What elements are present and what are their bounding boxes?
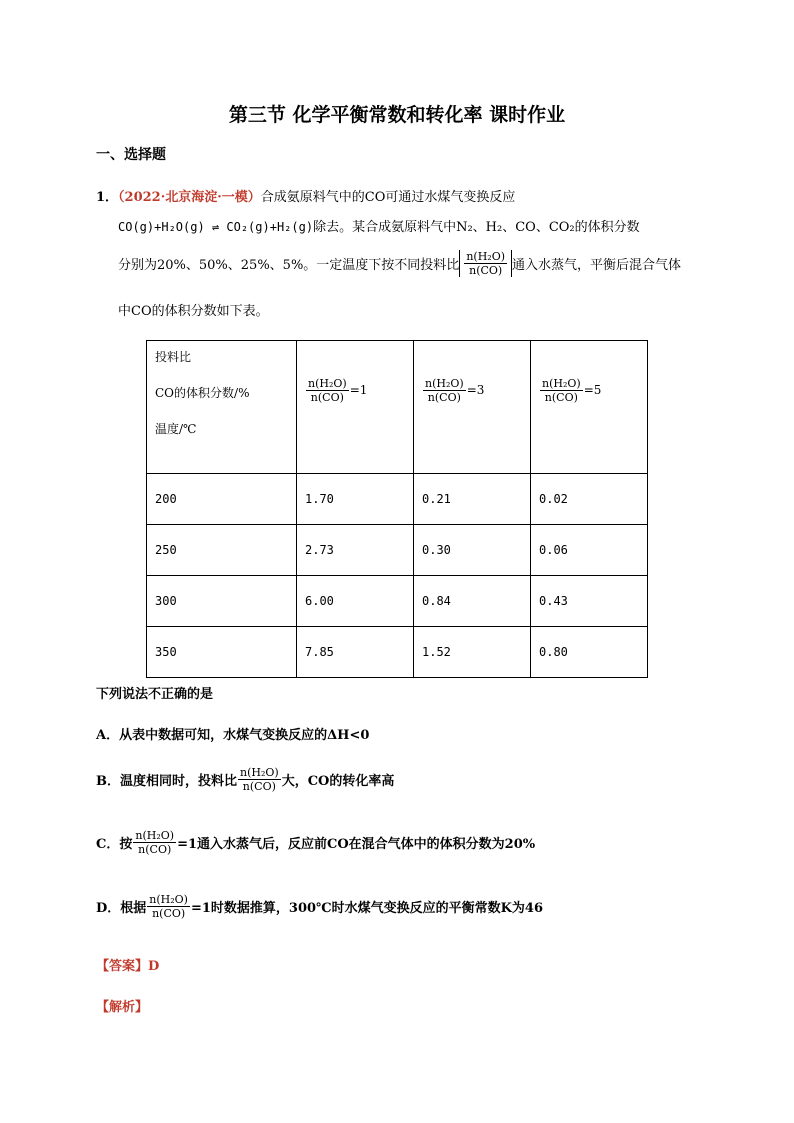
option-c — [96, 829, 535, 856]
ratio-value: =3 — [466, 383, 485, 397]
table-cell: 0.21 — [414, 474, 531, 525]
option-c-fraction — [133, 829, 176, 856]
ratio-fraction — [306, 377, 349, 404]
table-cell: 300 — [147, 576, 297, 627]
table-cell: 250 — [147, 525, 297, 576]
table-header-ratio-3 — [414, 341, 531, 474]
table-header-ratio-1 — [297, 341, 414, 474]
fraction-numerator: n(H₂O) — [149, 893, 188, 906]
ratio-bracket — [459, 250, 512, 277]
fraction-numerator: n(H₂O) — [425, 377, 464, 390]
fraction-numerator: n(H₂O) — [240, 766, 279, 779]
header-label-ratio: 投料比 — [155, 350, 192, 364]
table-cell: 0.84 — [414, 576, 531, 627]
fraction-numerator: n(H₂O) — [466, 250, 506, 263]
table-cell: 200 — [147, 474, 297, 525]
question-line-3 — [118, 250, 681, 277]
fraction-denominator: n(CO) — [427, 391, 461, 404]
fraction-denominator: n(CO) — [310, 391, 344, 404]
option-c-suffix: =1通入水蒸气后，反应前CO在混合气体中的体积分数为20% — [177, 837, 536, 852]
ratio-fraction — [423, 377, 466, 404]
fraction-denominator: n(CO) — [242, 780, 276, 793]
table-cell: 6.00 — [297, 576, 414, 627]
co-volume-fraction-table — [146, 340, 648, 678]
option-d-fraction — [147, 893, 190, 920]
page-title: 第三节 化学平衡常数和转化率 课时作业 — [228, 104, 566, 126]
question-line-1 — [96, 186, 515, 205]
fraction-denominator: n(CO) — [544, 391, 578, 404]
fraction-numerator: n(H₂O) — [135, 829, 175, 842]
header-label-temperature: 温度/℃ — [155, 422, 197, 436]
question-prompt: 下列说法不正确的是 — [96, 687, 214, 702]
section-heading: 一、选择题 — [96, 147, 166, 163]
question-text-3b: 通入水蒸气，平衡后混合气体 — [512, 258, 682, 273]
fraction-denominator: n(CO) — [152, 907, 186, 920]
fraction-numerator: n(H₂O) — [308, 377, 347, 390]
option-b — [96, 766, 394, 793]
fraction-denominator: n(CO) — [469, 264, 503, 277]
table-header-ratio-5 — [531, 341, 648, 474]
reaction-equation: CO(g)+H₂O(g) ⇌ CO₂(g)+H₂(g) — [118, 220, 314, 234]
option-d — [96, 893, 543, 920]
option-b-suffix: 大，CO的转化率高 — [281, 774, 395, 789]
option-d-prefix: D．根据 — [96, 901, 147, 916]
table-cell: 7.85 — [297, 627, 414, 678]
answer-value: D — [148, 959, 160, 974]
fraction-denominator: n(CO) — [138, 843, 172, 856]
table-header-row — [147, 341, 648, 474]
analysis-label: 【解析】 — [96, 1000, 149, 1015]
table-cell: 0.02 — [531, 474, 648, 525]
table-cell: 350 — [147, 627, 297, 678]
question-line-4: 中CO的体积分数如下表。 — [118, 304, 269, 319]
table-cell: 1.52 — [414, 627, 531, 678]
feed-ratio-fraction — [464, 250, 507, 277]
table-row — [147, 474, 648, 525]
question-text-3a: 分别为20%、50%、25%、5%。一定温度下按不同投料比 — [118, 258, 460, 273]
question-source: （2022·北京海淀·一模） — [118, 190, 261, 205]
answer-label: 【答案】 — [96, 959, 149, 974]
ratio-value: =1 — [349, 383, 368, 397]
table-cell: 0.06 — [531, 525, 648, 576]
header-label-co-fraction: CO的体积分数/% — [155, 386, 250, 400]
table-cell: 2.73 — [297, 525, 414, 576]
option-b-prefix: B．温度相同时，投料比 — [96, 774, 237, 789]
ratio-fraction — [540, 377, 583, 404]
table-header-corner — [147, 341, 297, 474]
question-text-2: 除去。某合成氨原料气中N₂、H₂、CO、CO₂的体积分数 — [313, 220, 640, 235]
table-cell: 1.70 — [297, 474, 414, 525]
table-row — [147, 525, 648, 576]
question-number: 1． — [96, 190, 119, 205]
table-cell: 0.80 — [531, 627, 648, 678]
table-cell: 0.43 — [531, 576, 648, 627]
option-b-fraction — [238, 766, 281, 793]
table-row — [147, 627, 648, 678]
option-c-prefix: C．按 — [96, 837, 133, 852]
question-text-1: 合成氨原料气中的CO可通过水煤气变换反应 — [260, 190, 516, 205]
option-a: A．从表中数据可知，水煤气变换反应的ΔH<0 — [96, 728, 370, 743]
table-row — [147, 576, 648, 627]
table-cell: 0.30 — [414, 525, 531, 576]
option-d-suffix: =1时数据推算，300℃时水煤气变换反应的平衡常数K为46 — [190, 901, 544, 916]
answer-line — [96, 955, 159, 974]
fraction-numerator: n(H₂O) — [542, 377, 581, 390]
ratio-value: =5 — [583, 383, 602, 397]
question-line-2 — [118, 216, 640, 235]
